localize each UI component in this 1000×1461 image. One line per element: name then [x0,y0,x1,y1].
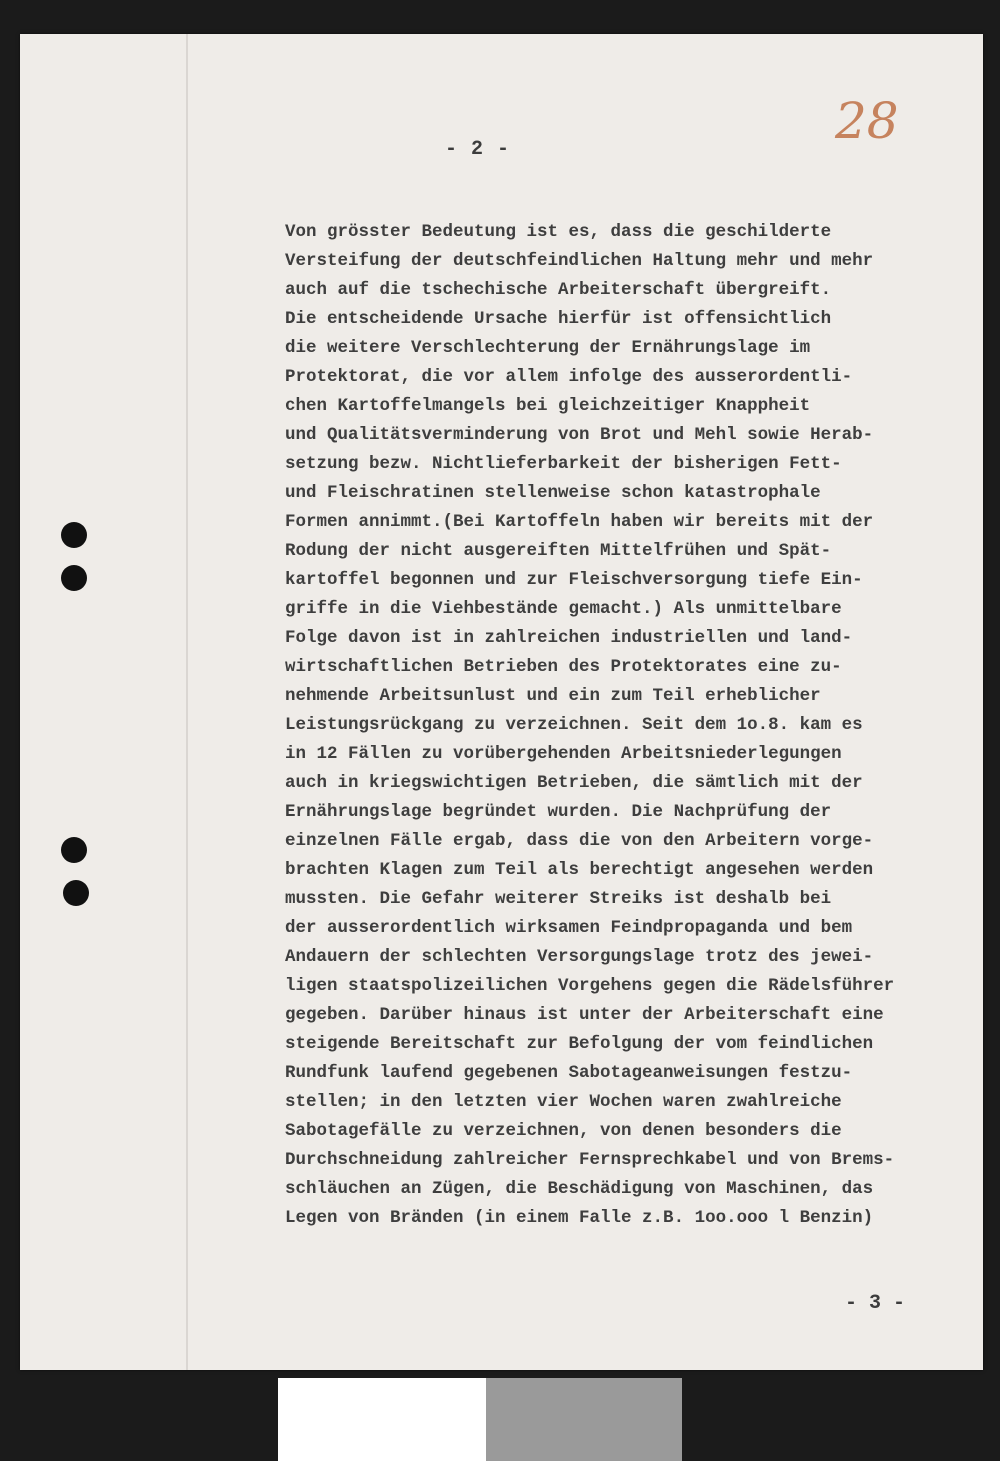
text-line: wirtschaftlichen Betrieben des Protektorates eine zu- [285,657,842,677]
text-line: auch auf die tschechische Arbeiterschaft übergreift. [285,280,832,300]
fold-line [186,34,188,1370]
text-line: der ausserordentlich wirksamen Feindpropaganda und bem [285,918,853,938]
text-line: und Qualitätsverminderung von Brot und Mehl sowie Herab- [285,425,874,445]
text-line: ligen staatspolizeilichen Vorgehens gegen die Rädelsführer [285,976,895,996]
text-line: nehmende Arbeitsunlust und ein zum Teil erheblicher [285,686,821,706]
text-line: Leistungsrückgang zu verzeichnen. Seit dem 1o.8. kam es [285,715,863,735]
punch-hole [61,522,87,548]
text-line: Durchschneidung zahlreicher Fernsprechkabel und von Brems- [285,1150,895,1170]
page-number-bottom: - 3 - [845,1292,906,1315]
text-line: in 12 Fällen zu vorübergehenden Arbeitsniederlegungen [285,744,842,764]
calibration-patch-gray [486,1378,682,1461]
text-line: brachten Klagen zum Teil als berechtigt angesehen werden [285,860,874,880]
text-line: Rundfunk laufend gegebenen Sabotageanweisungen festzu- [285,1063,853,1083]
text-line: chen Kartoffelmangels bei gleichzeitiger Knappheit [285,396,811,416]
text-line: Protektorat, die vor allem infolge des ausserordentli- [285,367,853,387]
text-line: einzelnen Fälle ergab, dass die von den Arbeitern vorge- [285,831,874,851]
punch-hole [63,880,89,906]
text-line: gegeben. Darüber hinaus ist unter der Arbeiterschaft eine [285,1005,884,1025]
paper-page [20,34,983,1370]
text-line: setzung bezw. Nichtlieferbarkeit der bisherigen Fett- [285,454,842,474]
text-line: und Fleischratinen stellenweise schon katastrophale [285,483,821,503]
punch-hole [61,837,87,863]
text-line: auch in kriegswichtigen Betrieben, die sämtlich mit der [285,773,863,793]
handwritten-folio-number: 28 [835,92,899,150]
text-line: kartoffel begonnen und zur Fleischversorgung tiefe Ein- [285,570,863,590]
text-line: Sabotagefälle zu verzeichnen, von denen besonders die [285,1121,842,1141]
text-line: die weitere Verschlechterung der Ernährungslage im [285,338,811,358]
text-line: Andauern der schlechten Versorgungslage trotz des jewei- [285,947,874,967]
calibration-patch-white [278,1378,486,1461]
punch-hole [61,565,87,591]
text-line: Formen annimmt.(Bei Kartoffeln haben wir bereits mit der [285,512,874,532]
text-line: griffe in die Viehbestände gemacht.) Als unmittelbare [285,599,842,619]
text-line: steigende Bereitschaft zur Befolgung der vom feindlichen [285,1034,874,1054]
text-line: stellen; in den letzten vier Wochen waren zwahlreiche [285,1092,842,1112]
text-line: Legen von Bränden (in einem Falle z.B. 1oo.ooo l Benzin) [285,1208,874,1228]
text-line: Von grösster Bedeutung ist es, dass die geschilderte [285,222,832,242]
text-line: Folge davon ist in zahlreichen industriellen und land- [285,628,853,648]
text-line: schläuchen an Zügen, die Beschädigung von Maschinen, das [285,1179,874,1199]
text-line: Ernährungslage begründet wurden. Die Nachprüfung der [285,802,832,822]
text-line: mussten. Die Gefahr weiterer Streiks ist deshalb bei [285,889,832,909]
text-line: Die entscheidende Ursache hierfür ist offensichtlich [285,309,832,329]
body-text [285,218,985,1233]
page-number-top: - 2 - [445,138,511,161]
text-line: Versteifung der deutschfeindlichen Haltung mehr und mehr [285,251,874,271]
text-line: Rodung der nicht ausgereiften Mittelfrühen und Spät- [285,541,832,561]
